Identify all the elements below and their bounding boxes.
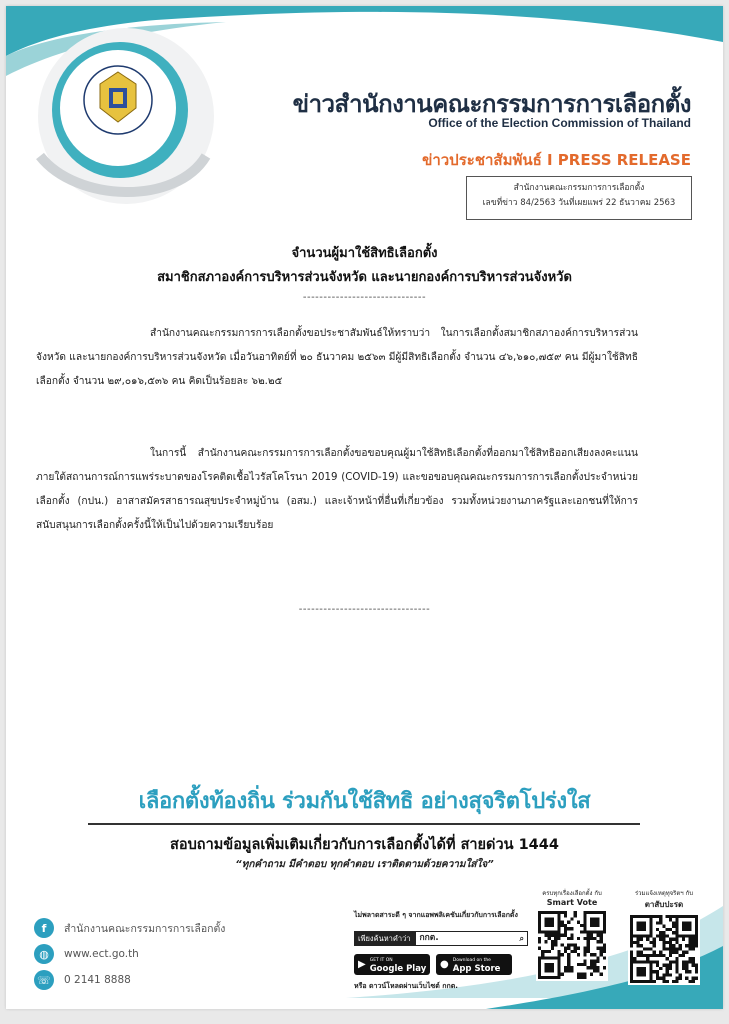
app-download-block [354, 910, 528, 992]
google-play-small: GET IT ON [369, 957, 393, 963]
google-play-icon: ▶ [358, 959, 366, 970]
store-badges [354, 954, 528, 975]
header-title: ข่าวสำนักงานคณะกรรมการการเลือกตั้ง [292, 90, 691, 118]
contact-phone[interactable] [34, 970, 131, 990]
search-icon: ⌕ [519, 934, 524, 943]
qr2-caption: ร่วมแจ้งเหตุทุจริตฯ กับ [634, 890, 694, 897]
download-note: หรือ ดาวน์โหลดผ่านเว็บไซต์ กกต. [354, 982, 458, 990]
reference-office: สำนักงานคณะกรรมการการเลือกตั้ง [513, 183, 645, 193]
paragraph-2 [36, 442, 638, 538]
contact-facebook[interactable] [34, 918, 225, 938]
motto-text: “ทุกคำถาม มีคำตอบ ทุกคำตอบ เราติดตามด้วยความใส่ใจ” [235, 859, 494, 870]
slogan-divider [88, 823, 640, 825]
app-store-small: Download on the [452, 957, 491, 963]
contact-facebook-label: สำนักงานคณะกรรมการการเลือกตั้ง [64, 922, 226, 935]
contact-website-label: www.ect.go.th [64, 948, 139, 960]
paragraph-2-text: ในการนี้ สำนักงานคณะกรรมการการเลือกตั้งขอขอบคุณผู้มาใช้สิทธิเลือกตั้งที่ออกมาใช้สิทธิออกเสียงลงคะแนนภายใต้สถานการณ์การแพร่ระบาดของโรคติดเชื้อไวรัสโคโรนา 2019 (COVID-19) และขอขอบคุณคณะกรรมการการเลือกตั้งประจำหน่วยเลือกตั้ง (กปน.) อาสาสมัครสาธารณสุขประจำหมู่บ้าน (อสม.) และเจ้าหน้าที่อื่นที่เกี่ยวข้อง รวมทั้งหน่วยงานภาครัฐและเอกชนที่ให้การสนับสนุนการเลือกตั้งครั้งนี้ให้เป็นไปด้วยความเรียบร้อย [36, 448, 638, 531]
google-play-big: Google Play [369, 963, 427, 974]
apple-icon: ● [440, 959, 449, 970]
app-search-row [354, 931, 528, 946]
app-store-badge[interactable] [436, 954, 512, 975]
facebook-icon: f [34, 918, 54, 938]
end-rule: -------------------------------- [298, 604, 431, 615]
app-search-label: เพียงค้นหาคำว่า [354, 931, 415, 946]
contact-phone-label: 0 2141 8888 [64, 974, 131, 986]
paragraph-1 [36, 322, 638, 394]
globe-icon: ◍ [34, 944, 54, 964]
qr-code-icon[interactable] [536, 909, 608, 981]
press-release-page [6, 6, 723, 1009]
qr1-name: Smart Vote [546, 898, 598, 907]
hotline-text: สอบถามข้อมูลเพิ่มเติมเกี่ยวกับการเลือกตั้งได้ที่ สายด่วน 1444 [170, 837, 559, 853]
tasapparot-qr-block [626, 888, 702, 989]
document-title-line2: สมาชิกสภาองค์การบริหารส่วนจังหวัด และนายกองค์การบริหารส่วนจังหวัด [157, 270, 572, 285]
title-rule: ------------------------------ [302, 292, 427, 303]
document-title-line1: จำนวนผู้มาใช้สิทธิเลือกตั้ง [291, 246, 438, 261]
phone-icon: ☏ [34, 970, 54, 990]
app-store-big: App Store [452, 963, 501, 974]
slogan: เลือกตั้งท้องถิ่น ร่วมกันใช้สิทธิ อย่างสุจริตโปร่งใส [138, 789, 591, 814]
smart-vote-qr-block [534, 888, 610, 985]
document-title [6, 242, 723, 290]
qr-code-icon[interactable] [628, 913, 700, 985]
reference-number: เลขที่ข่าว 84/2563 วันที่เผยแพร่ 22 ธันวาคม 2563 [482, 198, 676, 208]
contact-website[interactable] [34, 944, 139, 964]
app-search-box [415, 931, 528, 946]
app-search-value: กกต. [419, 933, 439, 943]
google-play-badge[interactable] [354, 954, 430, 975]
qr2-name: ตาสับปะรด [644, 900, 684, 909]
reference-box [466, 176, 692, 220]
header-subtitle: Office of the Election Commission of Thailand [428, 116, 691, 130]
ect-logo-icon [82, 64, 154, 136]
qr1-caption: ครบทุกเรื่องเลือกตั้ง กับ [542, 890, 602, 897]
press-release-label: ข่าวประชาสัมพันธ์ I PRESS RELEASE [422, 151, 691, 169]
app-caption: ไม่พลาดสาระดี ๆ จากแอพพลิเคชันเกี่ยวกับการเลือกตั้ง [354, 911, 518, 919]
paragraph-1-text: สำนักงานคณะกรรมการการเลือกตั้งขอประชาสัมพันธ์ให้ทราบว่า ในการเลือกตั้งสมาชิกสภาองค์การบริหารส่วนจังหวัด และนายกองค์การบริหารส่วนจังหวัด เมื่อวันอาทิตย์ที่ ๒๐ ธันวาคม ๒๕๖๓ มีผู้มีสิทธิเลือกตั้ง จำนวน ๔๖,๖๑๐,๗๕๙ คน มีผู้มาใช้สิทธิเลือกตั้ง จำนวน ๒๙,๐๑๖,๕๓๖ คน คิดเป็นร้อยละ ๖๒.๒๕ [36, 328, 638, 387]
